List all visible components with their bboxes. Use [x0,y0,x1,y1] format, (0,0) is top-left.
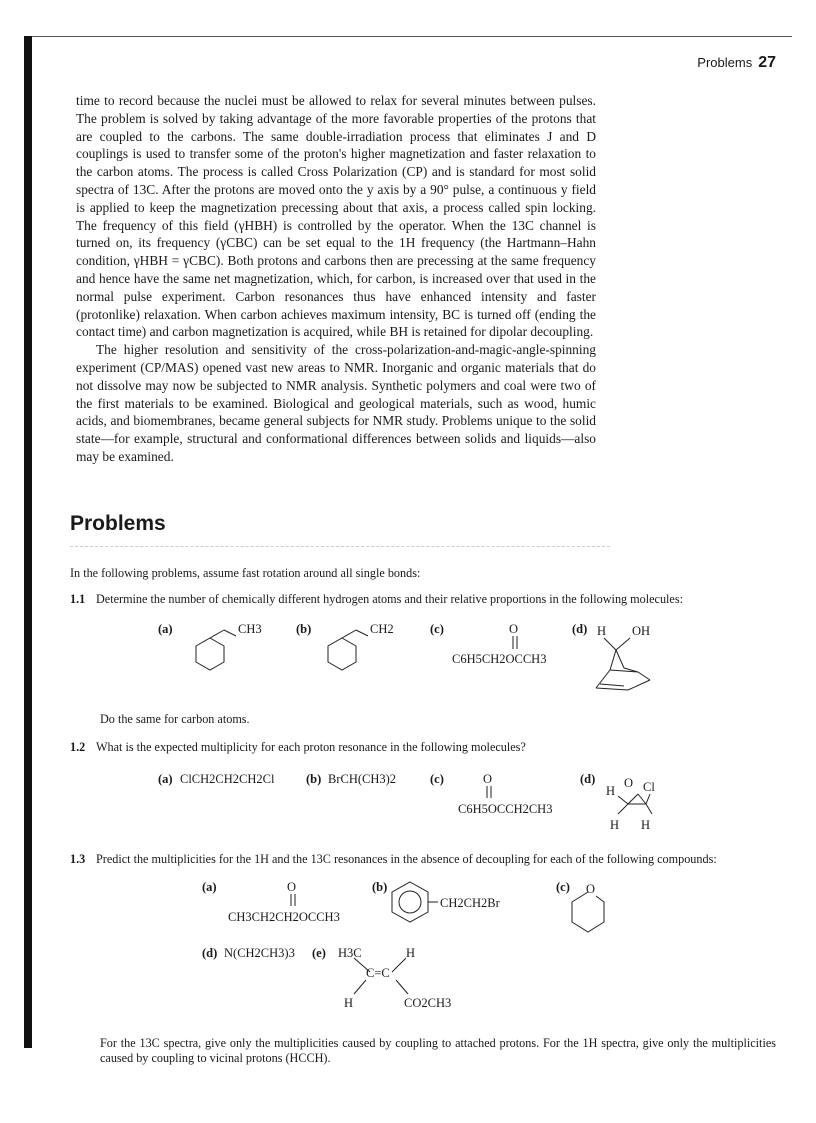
label-1-1-b: (b) [296,622,312,636]
carbonyl-double-bond [288,894,300,910]
problem-1-1-followup: Do the same for carbon atoms. [100,712,250,726]
formula-1-3-a: CH3CH2CH2OCCH3 [228,910,340,924]
formula-1-2-b: BrCH(CH3)2 [328,772,397,786]
substituent-1-1-a: CH3 [238,622,262,636]
benzene-ring [392,882,428,922]
oxane-oxygen: O [586,882,596,896]
bond [224,630,236,636]
carbonyl-double-bond [484,786,496,802]
bicyclic-h: H [597,624,607,638]
formula-1-2-a: ClCH2CH2CH2Cl [180,772,275,786]
label-1-1-d: (d) [572,622,588,636]
label-1-3-a: (a) [202,880,217,894]
problem-1-2 [70,740,790,755]
formula-1-1-c: C6H5CH2OCCH3 [452,652,547,666]
label-1-1-a: (a) [158,622,173,636]
epoxide-h: H [641,818,651,832]
problem-text: Determine the number of chemically different hydrogen atoms and their relative proportions in the following molecules: [96,592,683,606]
label-1-2-d: (d) [580,772,596,786]
carbonyl-oxygen: O [483,772,493,786]
section-title: Problems [70,512,166,535]
alkene-ester: CO2CH3 [404,996,452,1010]
carbonyl-oxygen: O [509,622,519,636]
aromatic-circle [399,891,421,913]
problem-number: 1.2 [70,740,86,754]
paragraph-1: time to record because the nuclei must be allowed to relax for several minutes between pulses. The problem is solved by taking advantage of the more favorable properties of the protons that are coupled to the carbons. The same double-irradiation process that eliminates J and D couplings is used to transfer some of the proton's higher magnetization and faster relaxation to the carbon atoms. The process is called Cross Polarization (CP) and is standard for most solid spectra of 13C. After the protons are moved onto the y axis by a 90° pulse, a continuous y field is applied to keep the magnetization precessing about that axis, a process called spin locking. The frequency of this field (γHBH) is controlled by the operator. When the 13C channel is turned on, its frequency (γCBC) can be set equal to the 1H frequency (the Hartmann–Hahn condition, γHBH = γCBC). Both protons and carbons then are precessing at the same frequency and hence have the same net magnetization, which, for carbon, is increased over that used in the normal pulse experiment. Carbon resonances thus have enhanced intensity and faster (protonlike) relaxation. When carbon achieves maximum intensity, BC is turned off (ending the contact time) and carbon magnetization is acquired, while BH is retained for dipolar decoupling. [76,93,596,340]
margin-bar [24,36,32,1048]
problem-text: What is the expected multiplicity for each proton resonance in the following molecules? [96,740,526,754]
problem-number: 1.1 [70,592,86,606]
epoxide-o: O [624,776,634,790]
running-head [697,54,776,72]
problem-1-1 [70,592,790,607]
page-number: 27 [758,54,776,71]
problems-intro: In the following problems, assume fast rotation around all single bonds: [70,566,421,580]
bond [210,630,224,638]
bicyclic-oh: OH [632,624,651,638]
alkene-methyl: H3C [338,946,362,960]
problem-number: 1.3 [70,852,86,866]
carbonyl-oxygen: O [287,880,297,894]
body-text [76,92,596,466]
epoxide-ring [610,790,660,820]
cyclohexane-ring [328,638,356,670]
epoxide-cl: Cl [643,780,655,794]
formula-1-2-c: C6H5OCCH2CH3 [458,802,553,816]
substituent-1-1-b: CH2 [370,622,394,636]
substituent-1-3-b: CH2CH2Br [440,896,500,910]
label-1-2-a: (a) [158,772,173,786]
problem-1-3-footnote: For the 13C spectra, give only the multiplicities caused by coupling to attached protons. For the 1H spectra, give only the multiplicities caused by coupling to vicinal protons (HCCH). [100,1036,776,1065]
formula-1-3-d: N(CH2CH3)3 [224,946,295,960]
alkene-h: H [406,946,416,960]
alkene-h: H [344,996,354,1010]
oxane-ring [572,892,604,932]
label-1-3-c: (c) [556,880,570,894]
bond [342,630,356,638]
label-1-1-c: (c) [430,622,444,636]
running-head-section: Problems [697,55,753,70]
label-1-3-d: (d) [202,946,218,960]
cyclohexane-ring [196,638,224,670]
problem-text: Predict the multiplicities for the 1H and the 13C resonances in the absence of decoupling for each of the following compounds: [96,852,717,866]
carbonyl-double-bond [510,636,522,652]
tetrahydropyran-structure [566,886,626,946]
norbornenol-structure [590,636,670,696]
bond [356,630,368,636]
problem-1-3 [70,852,790,867]
alkene-cc: C=C [366,966,390,980]
label-1-3-b: (b) [372,880,388,894]
section-divider [70,546,610,547]
paragraph-2: The higher resolution and sensitivity of the cross-polarization-and-magic-angle-spinning experiment (CP/MAS) opened vast new areas to NMR. Inorganic and organic materials that do not dissolve may now be subjected to NMR analysis. Synthetic polymers and coal were two of the first materials to be examined. Biological and geological materials, such as wood, humic acids, and biomembranes, became general subjects for NMR study. Problems unique to the solid state—for example, structural and conformational differences between solids and liquids—also may be examined. [76,342,596,464]
label-1-2-b: (b) [306,772,322,786]
label-1-2-c: (c) [430,772,444,786]
header-rule [32,36,792,37]
epoxide-h: H [610,818,620,832]
epoxide-h: H [606,784,616,798]
label-1-3-e: (e) [312,946,326,960]
